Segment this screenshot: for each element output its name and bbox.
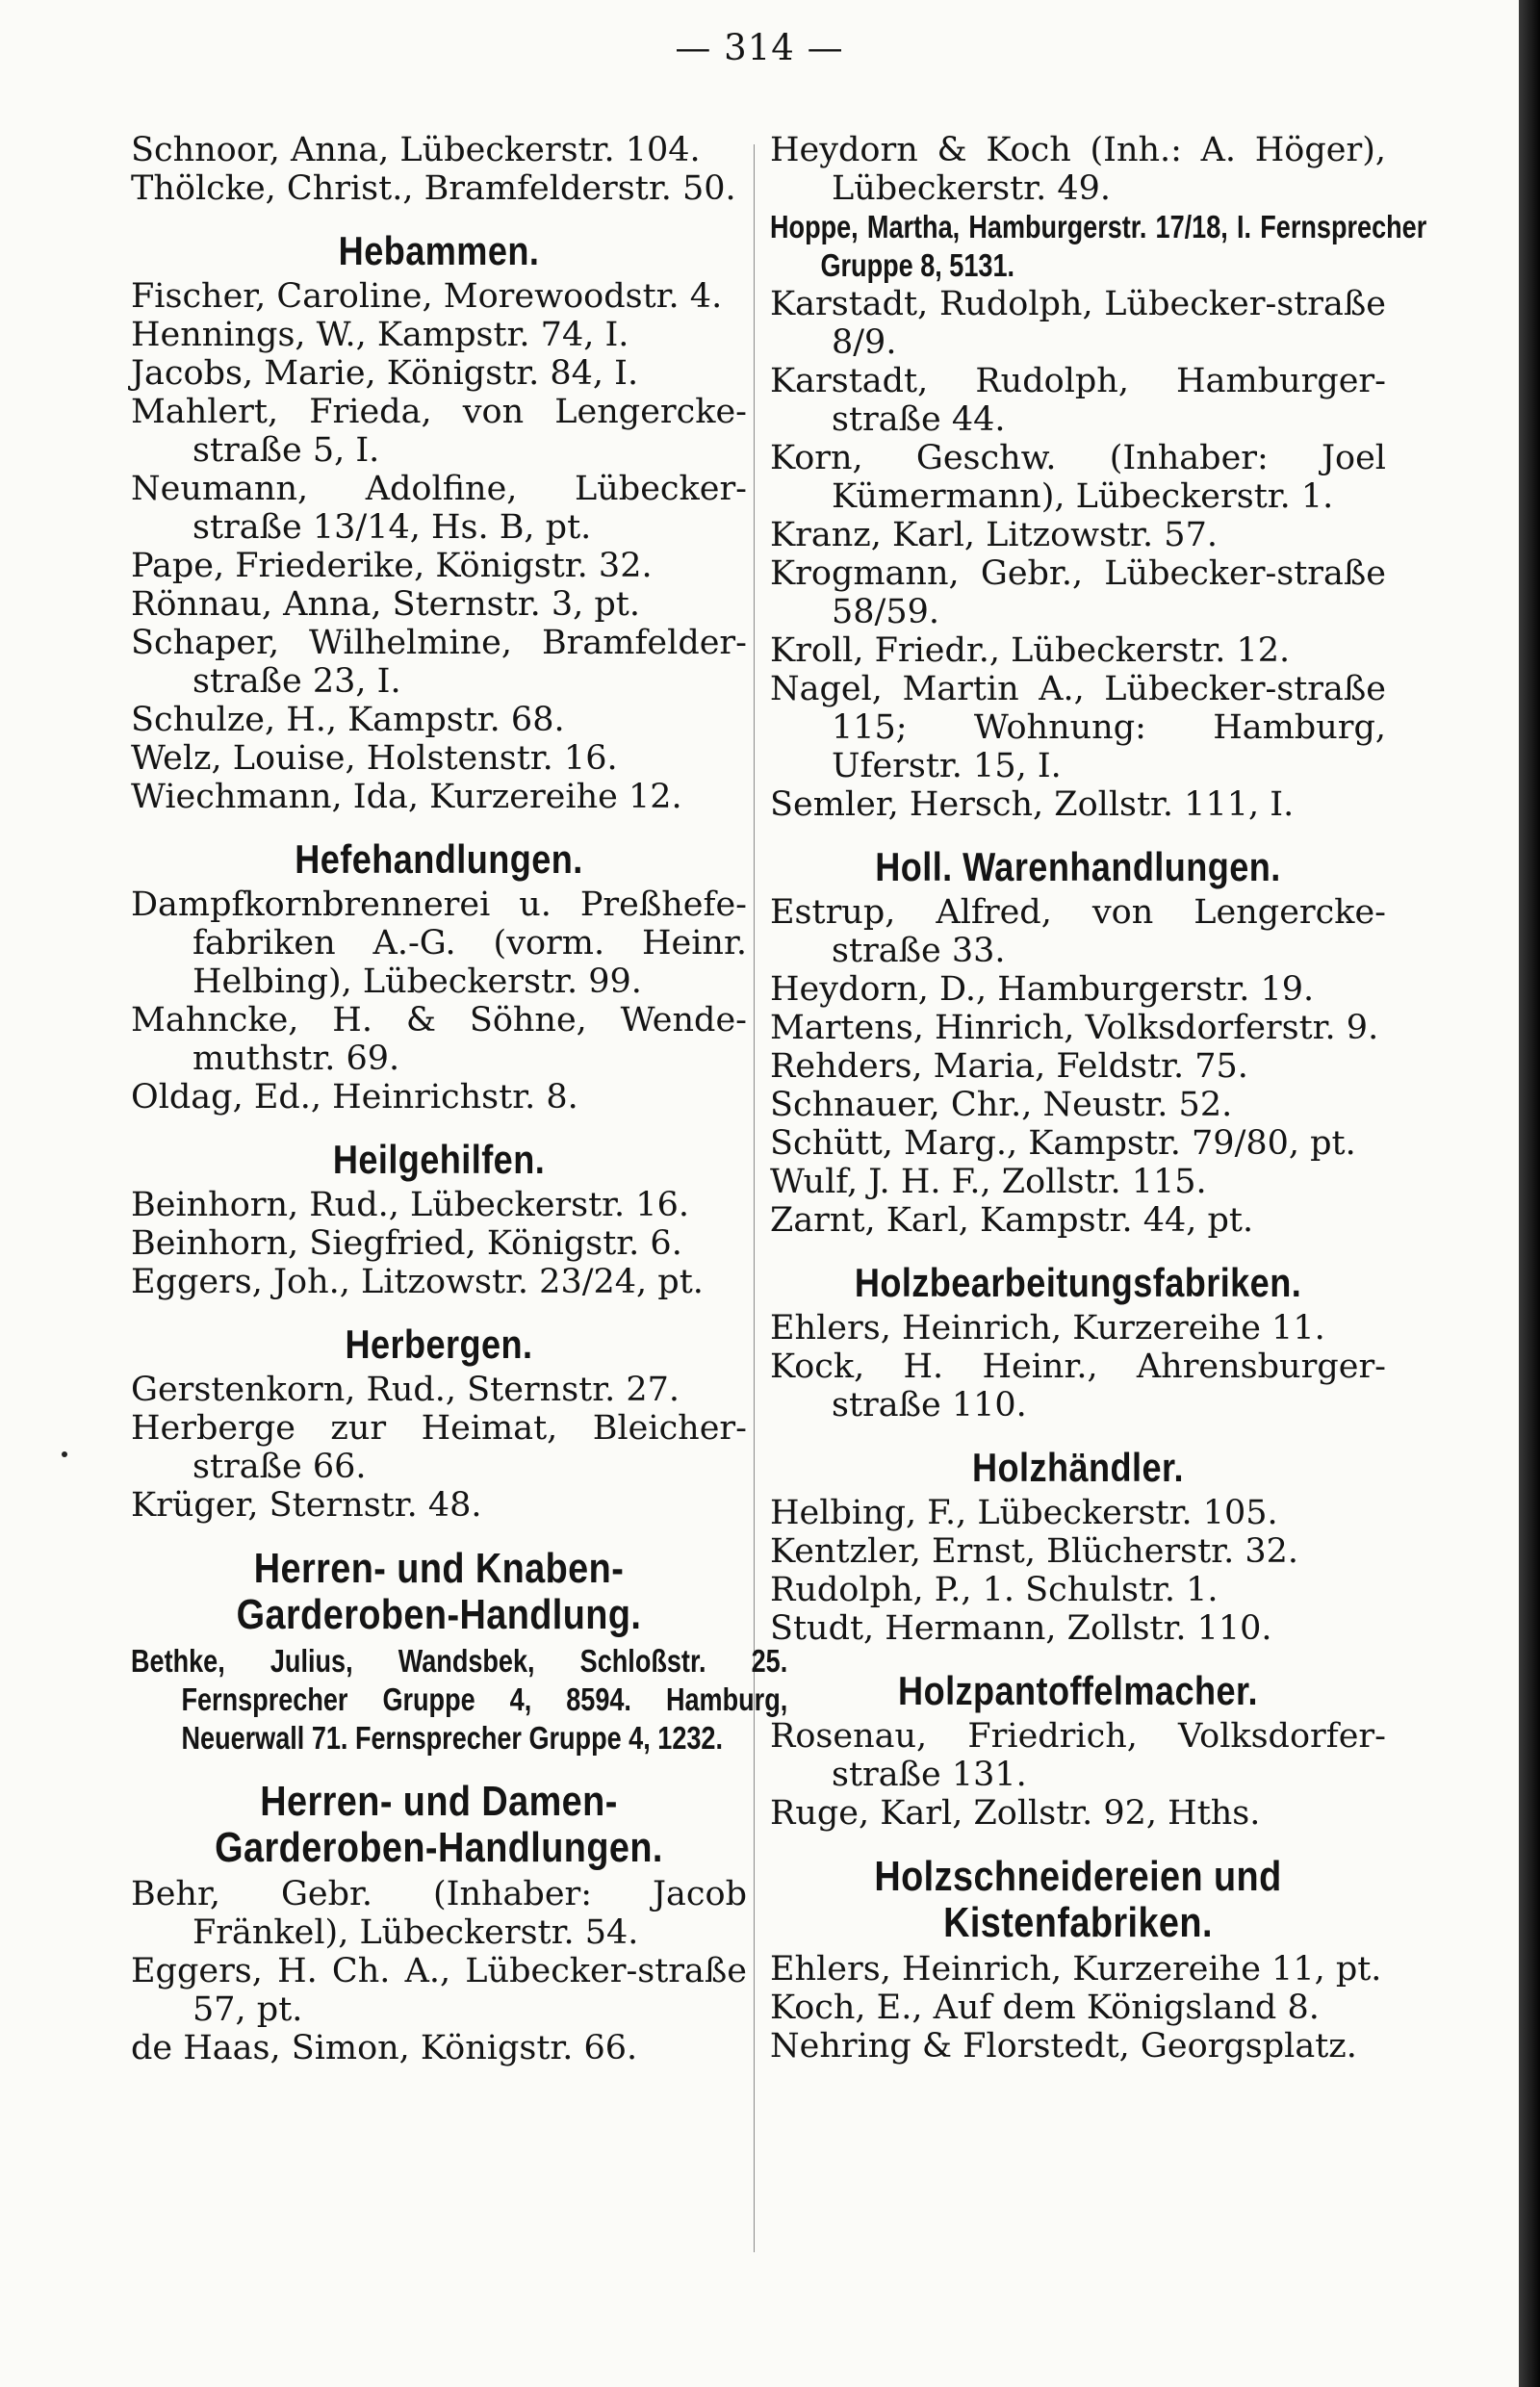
right-column xyxy=(770,131,1427,2066)
section-heading-holzpantoffelmacher: Holzpantoffelmacher. xyxy=(898,1668,1258,1713)
list-item: Mahncke, H. & Söhne, Wende-muthstr. 69. xyxy=(131,1001,747,1078)
list-item: Fischer, Caroline, Morewoodstr. 4. xyxy=(131,277,723,316)
list-item: Rosenau, Friedrich, Volksdorfer-straße 131. xyxy=(770,1717,1386,1794)
list-item: Korn, Geschw. (Inhaber: Joel Kümermann), Lübeckerstr. 1. xyxy=(770,439,1386,516)
list-item: Heydorn & Koch (Inh.: A. Höger), Lübeckerstr. 49. xyxy=(770,131,1386,208)
list-item: Koch, E., Auf dem Königsland 8. xyxy=(770,1989,1320,2027)
section-heading-holzhaendler: Holzhändler. xyxy=(972,1445,1184,1490)
list-item: Nagel, Martin A., Lübecker-straße 115; Wohnung: Hamburg, Uferstr. 15, I. xyxy=(770,670,1386,785)
list-item: Wulf, J. H. F., Zollstr. 115. xyxy=(770,1163,1207,1201)
list-item: Rönnau, Anna, Sternstr. 3, pt. xyxy=(131,585,640,624)
list-item: de Haas, Simon, Königstr. 66. xyxy=(131,2029,638,2067)
column-divider xyxy=(754,144,755,2252)
list-item: Rehders, Maria, Feldstr. 75. xyxy=(770,1047,1248,1086)
list-item: Karstadt, Rudolph, Lübecker-straße 8/9. xyxy=(770,285,1386,362)
list-item: Nehring & Florstedt, Georgsplatz. xyxy=(770,2027,1357,2066)
list-item: Studt, Hermann, Zollstr. 110. xyxy=(770,1609,1272,1648)
list-item: Neumann, Adolfine, Lübecker-straße 13/14, Hs. B, pt. xyxy=(131,470,747,547)
list-item: Heydorn, D., Hamburgerstr. 19. xyxy=(770,970,1315,1009)
list-item: Semler, Hersch, Zollstr. 111, I. xyxy=(770,785,1295,824)
section-heading-herbergen: Herbergen. xyxy=(345,1322,533,1367)
list-item: Krüger, Sternstr. 48. xyxy=(131,1486,482,1525)
list-item: Beinhorn, Siegfried, Königstr. 6. xyxy=(131,1224,682,1263)
heading-line: Garderoben-Handlung. xyxy=(236,1591,642,1638)
list-item: Dampfkornbrennerei u. Preßhefe-fabriken A.-G. (vorm. Heinr. Helbing), Lübeckerstr. 99. xyxy=(131,886,747,1001)
section-heading-heilgehilfen: Heilgehilfen. xyxy=(332,1137,546,1182)
list-item: Ehlers, Heinrich, Kurzereihe 11. xyxy=(770,1309,1325,1348)
list-item: Estrup, Alfred, von Lengercke-straße 33. xyxy=(770,893,1386,970)
heading-line: Kistenfabriken. xyxy=(943,1899,1213,1946)
page-edge-shadow xyxy=(1519,0,1540,2387)
list-item: Eggers, Joh., Litzowstr. 23/24, pt. xyxy=(131,1263,704,1301)
list-item: Schnoor, Anna, Lübeckerstr. 104. xyxy=(131,131,701,169)
list-item: Krogmann, Gebr., Lübecker-straße 58/59. xyxy=(770,554,1386,631)
list-item: Kroll, Friedr., Lübeckerstr. 12. xyxy=(770,631,1291,670)
list-item: Hennings, W., Kampstr. 74, I. xyxy=(131,316,629,354)
section-heading-hefehandlungen: Hefehandlungen. xyxy=(295,836,583,882)
list-item: Oldag, Ed., Heinrichstr. 8. xyxy=(131,1078,578,1116)
list-item: Pape, Friederike, Königstr. 32. xyxy=(131,547,653,585)
list-item: Mahlert, Frieda, von Lengercke-straße 5, I. xyxy=(131,393,747,470)
heading-line: Holzschneidereien und xyxy=(874,1853,1282,1900)
list-item: Herberge zur Heimat, Bleicher-straße 66. xyxy=(131,1409,747,1486)
list-item: Schulze, H., Kampstr. 68. xyxy=(131,701,565,739)
ink-dot xyxy=(62,1451,67,1457)
section-heading-hebammen: Hebammen. xyxy=(338,228,540,273)
list-item: Kock, H. Heinr., Ahrensburger-straße 110. xyxy=(770,1348,1386,1424)
bold-list-item: Bethke, Julius, Wandsbek, Schloßstr. 25. Fernsprecher Gruppe 4, 8594. Hamburg, Neuerwall 71. Fernsprecher Gruppe 4, 1232. xyxy=(131,1643,788,1756)
list-item: Schnauer, Chr., Neustr. 52. xyxy=(770,1086,1233,1124)
list-item: Schaper, Wilhelmine, Bramfelder-straße 23, I. xyxy=(131,624,747,701)
bold-list-item: Hoppe, Martha, Hamburgerstr. 17/18, I. Fernsprecher Gruppe 8, 5131. xyxy=(770,209,1427,283)
list-item: Helbing, F., Lübeckerstr. 105. xyxy=(770,1494,1278,1532)
list-item: Welz, Louise, Holstenstr. 16. xyxy=(131,739,618,778)
list-item: Eggers, H. Ch. A., Lübecker-straße 57, pt. xyxy=(131,1952,747,2029)
section-heading-holzbearbeitungsfabriken: Holzbearbeitungsfabriken. xyxy=(854,1260,1302,1305)
list-item: Ruge, Karl, Zollstr. 92, Hths. xyxy=(770,1794,1261,1833)
list-item: Karstadt, Rudolph, Hamburger-straße 44. xyxy=(770,362,1386,439)
list-item: Ehlers, Heinrich, Kurzereihe 11, pt. xyxy=(770,1950,1382,1989)
list-item: Schütt, Marg., Kampstr. 79/80, pt. xyxy=(770,1124,1356,1163)
list-item: Rudolph, P., 1. Schulstr. 1. xyxy=(770,1571,1219,1609)
list-item: Beinhorn, Rud., Lübeckerstr. 16. xyxy=(131,1186,689,1224)
page-number: — 314 — xyxy=(675,27,844,68)
list-item: Martens, Hinrich, Volksdorferstr. 9. xyxy=(770,1009,1379,1047)
section-heading-herren-damen xyxy=(174,1779,704,1871)
heading-line: Garderoben-Handlungen. xyxy=(215,1824,663,1871)
heading-line: Herren- und Damen- xyxy=(260,1778,618,1825)
list-item: Zarnt, Karl, Kampstr. 44, pt. xyxy=(770,1201,1254,1240)
list-item: Jacobs, Marie, Königstr. 84, I. xyxy=(131,354,639,393)
section-heading-holzschneidereien xyxy=(813,1854,1343,1946)
left-column xyxy=(131,131,788,2067)
heading-line: Herren- und Knaben- xyxy=(253,1545,625,1592)
section-heading-holl-warenhandlungen: Holl. Warenhandlungen. xyxy=(875,844,1281,889)
list-item: Gerstenkorn, Rud., Sternstr. 27. xyxy=(131,1371,680,1409)
section-heading-herren-knaben xyxy=(174,1546,704,1638)
list-item: Behr, Gebr. (Inhaber: Jacob Fränkel), Lübeckerstr. 54. xyxy=(131,1875,747,1952)
list-item: Kentzler, Ernst, Blücherstr. 32. xyxy=(770,1532,1298,1571)
list-item: Thölcke, Christ., Bramfelderstr. 50. xyxy=(131,169,736,208)
list-item: Wiechmann, Ida, Kurzereihe 12. xyxy=(131,778,682,816)
list-item: Kranz, Karl, Litzowstr. 57. xyxy=(770,516,1218,554)
